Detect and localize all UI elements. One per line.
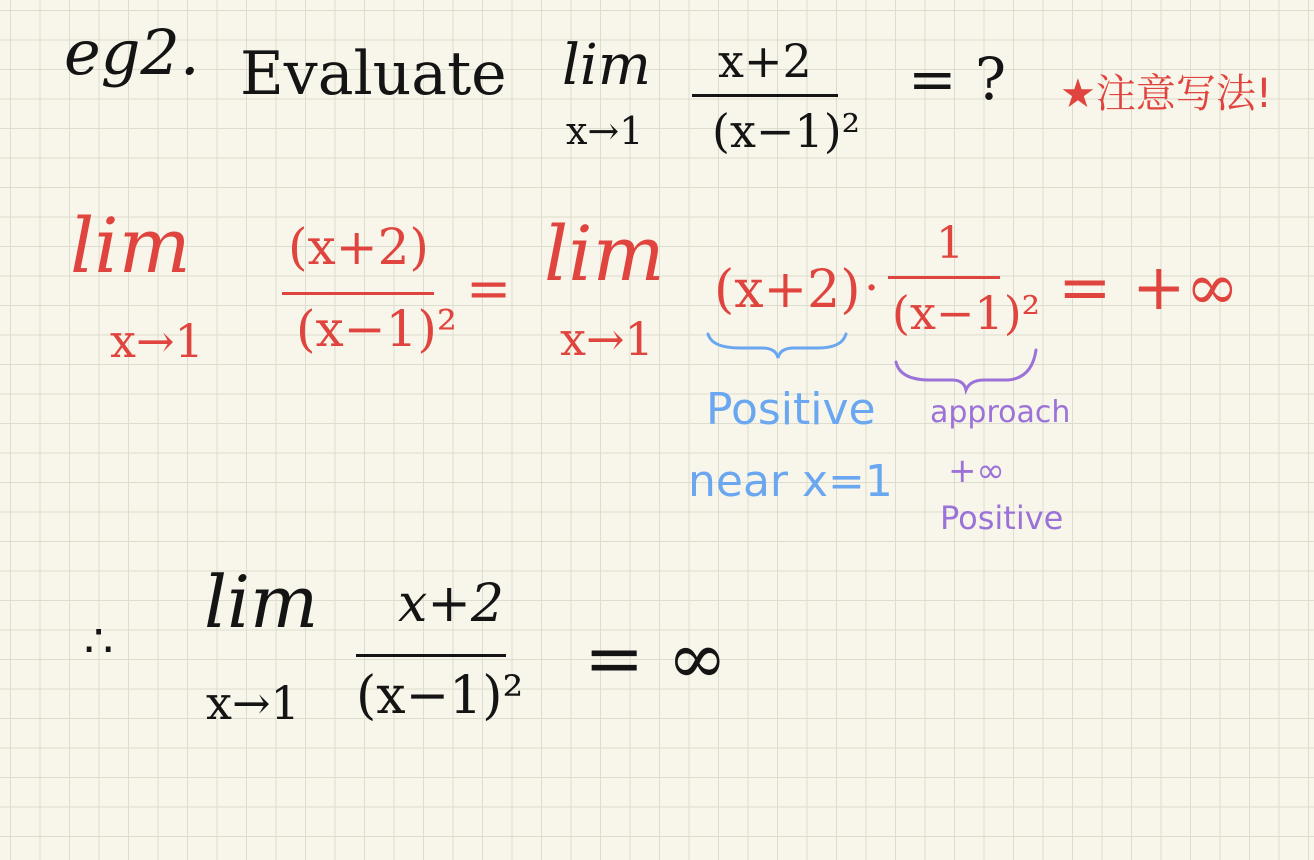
purple-brace [896,350,1036,390]
conclusion-numerator: x+2 [398,574,504,634]
conclusion-result-infinity: = ∞ [584,616,728,700]
conclusion-fraction-bar [356,654,506,657]
step-multiply-dot: · [864,260,880,316]
problem-lim: lim [562,33,651,98]
step-lim-1: lim [70,201,191,290]
step-numerator-2: 1 [936,218,964,269]
conclusion-lim: lim [204,560,319,644]
step-denominator-1: (x−1)² [296,300,457,358]
note-pay-attention: ★注意写法! [1060,71,1272,117]
step-lim-2: lim [544,209,665,298]
problem-lim-subscript: x→1 [566,109,644,153]
blue-brace [708,334,846,358]
step-factor-x-plus-2: (x+2) [714,260,861,320]
problem-numerator: x+2 [718,34,812,88]
step-denominator-2: (x−1)² [892,286,1041,340]
annotation-approach: approach [930,395,1071,430]
step-lim-2-subscript: x→1 [560,312,654,366]
step-equals-1: = [466,257,512,320]
conclusion-lim-subscript: x→1 [206,676,300,730]
step-result-plus-infinity: = +∞ [1058,251,1239,325]
problem-equals-question: = ? [908,45,1007,113]
example-label: eg2. [64,16,200,89]
problem-denominator: (x−1)² [712,104,861,158]
annotation-positive: Positive [706,384,876,435]
annotation-near-x-equals-1: near x=1 [688,456,893,507]
step-lim-1-subscript: x→1 [110,314,204,368]
annotation-positive-purple: Positive [940,499,1064,537]
annotation-plus-infinity: +∞ [948,451,1005,491]
step-numerator-1: (x+2) [288,218,429,276]
therefore-symbol: ∴ [84,614,114,668]
conclusion-denominator: (x−1)² [356,666,524,726]
evaluate-word: Evaluate [240,39,507,109]
